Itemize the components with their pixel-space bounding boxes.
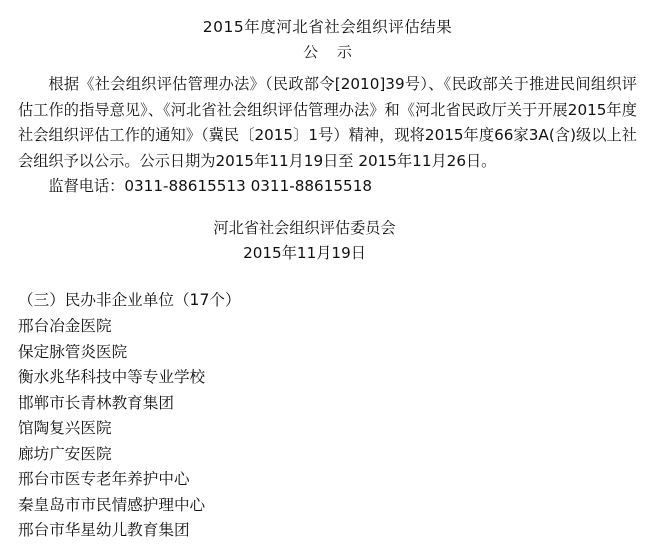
signature-date: 2015年11月19日: [243, 243, 366, 262]
list-item: 秦皇岛市市民情感护理中心: [18, 495, 206, 514]
list-item: 邢台市医专老年养护中心: [18, 470, 190, 488]
list-item: 保定脉管炎医院: [18, 342, 128, 361]
document-subtitle: 公 示: [303, 43, 359, 61]
signature-block: [18, 216, 637, 266]
list-item: 邢台冶金医院: [18, 317, 112, 335]
list-item: 邢台市华星幼儿教育集团: [18, 521, 190, 539]
section-heading: （三）民办非企业单位（17个）: [18, 290, 241, 309]
section-non-enterprise-units: [18, 288, 637, 544]
organization-list: [18, 314, 637, 544]
body-paragraph-1: 根据《社会组织评估管理办法》（民政部令[2010]39号）、《民政部关于推进民间组织评估工作的指导意见》、《河北省社会组织评估管理办法》和《河北省民政厅关于开展2015年度社会组织评估工作的通知》（冀民〔2015〕1号）精神，现将2015年度66家3A(含)级以上社会组织予以公示。公示日期为2015年11月19日至 2015年11月26日。: [18, 75, 637, 170]
document-title: 2015年度河北省社会组织评估结果: [202, 18, 453, 36]
list-item: 邯郸市长青林教育集团: [18, 393, 174, 412]
list-item: 衡水兆华科技中等专业学校: [18, 368, 206, 386]
list-item: 馆陶复兴医院: [18, 419, 112, 437]
document-body: [18, 72, 637, 200]
signature-organization: 河北省社会组织评估委员会: [213, 218, 396, 237]
body-paragraph-2: 监督电话：0311-88615513 0311-88615518: [48, 177, 373, 195]
list-item: 廊坊广安医院: [18, 444, 112, 463]
